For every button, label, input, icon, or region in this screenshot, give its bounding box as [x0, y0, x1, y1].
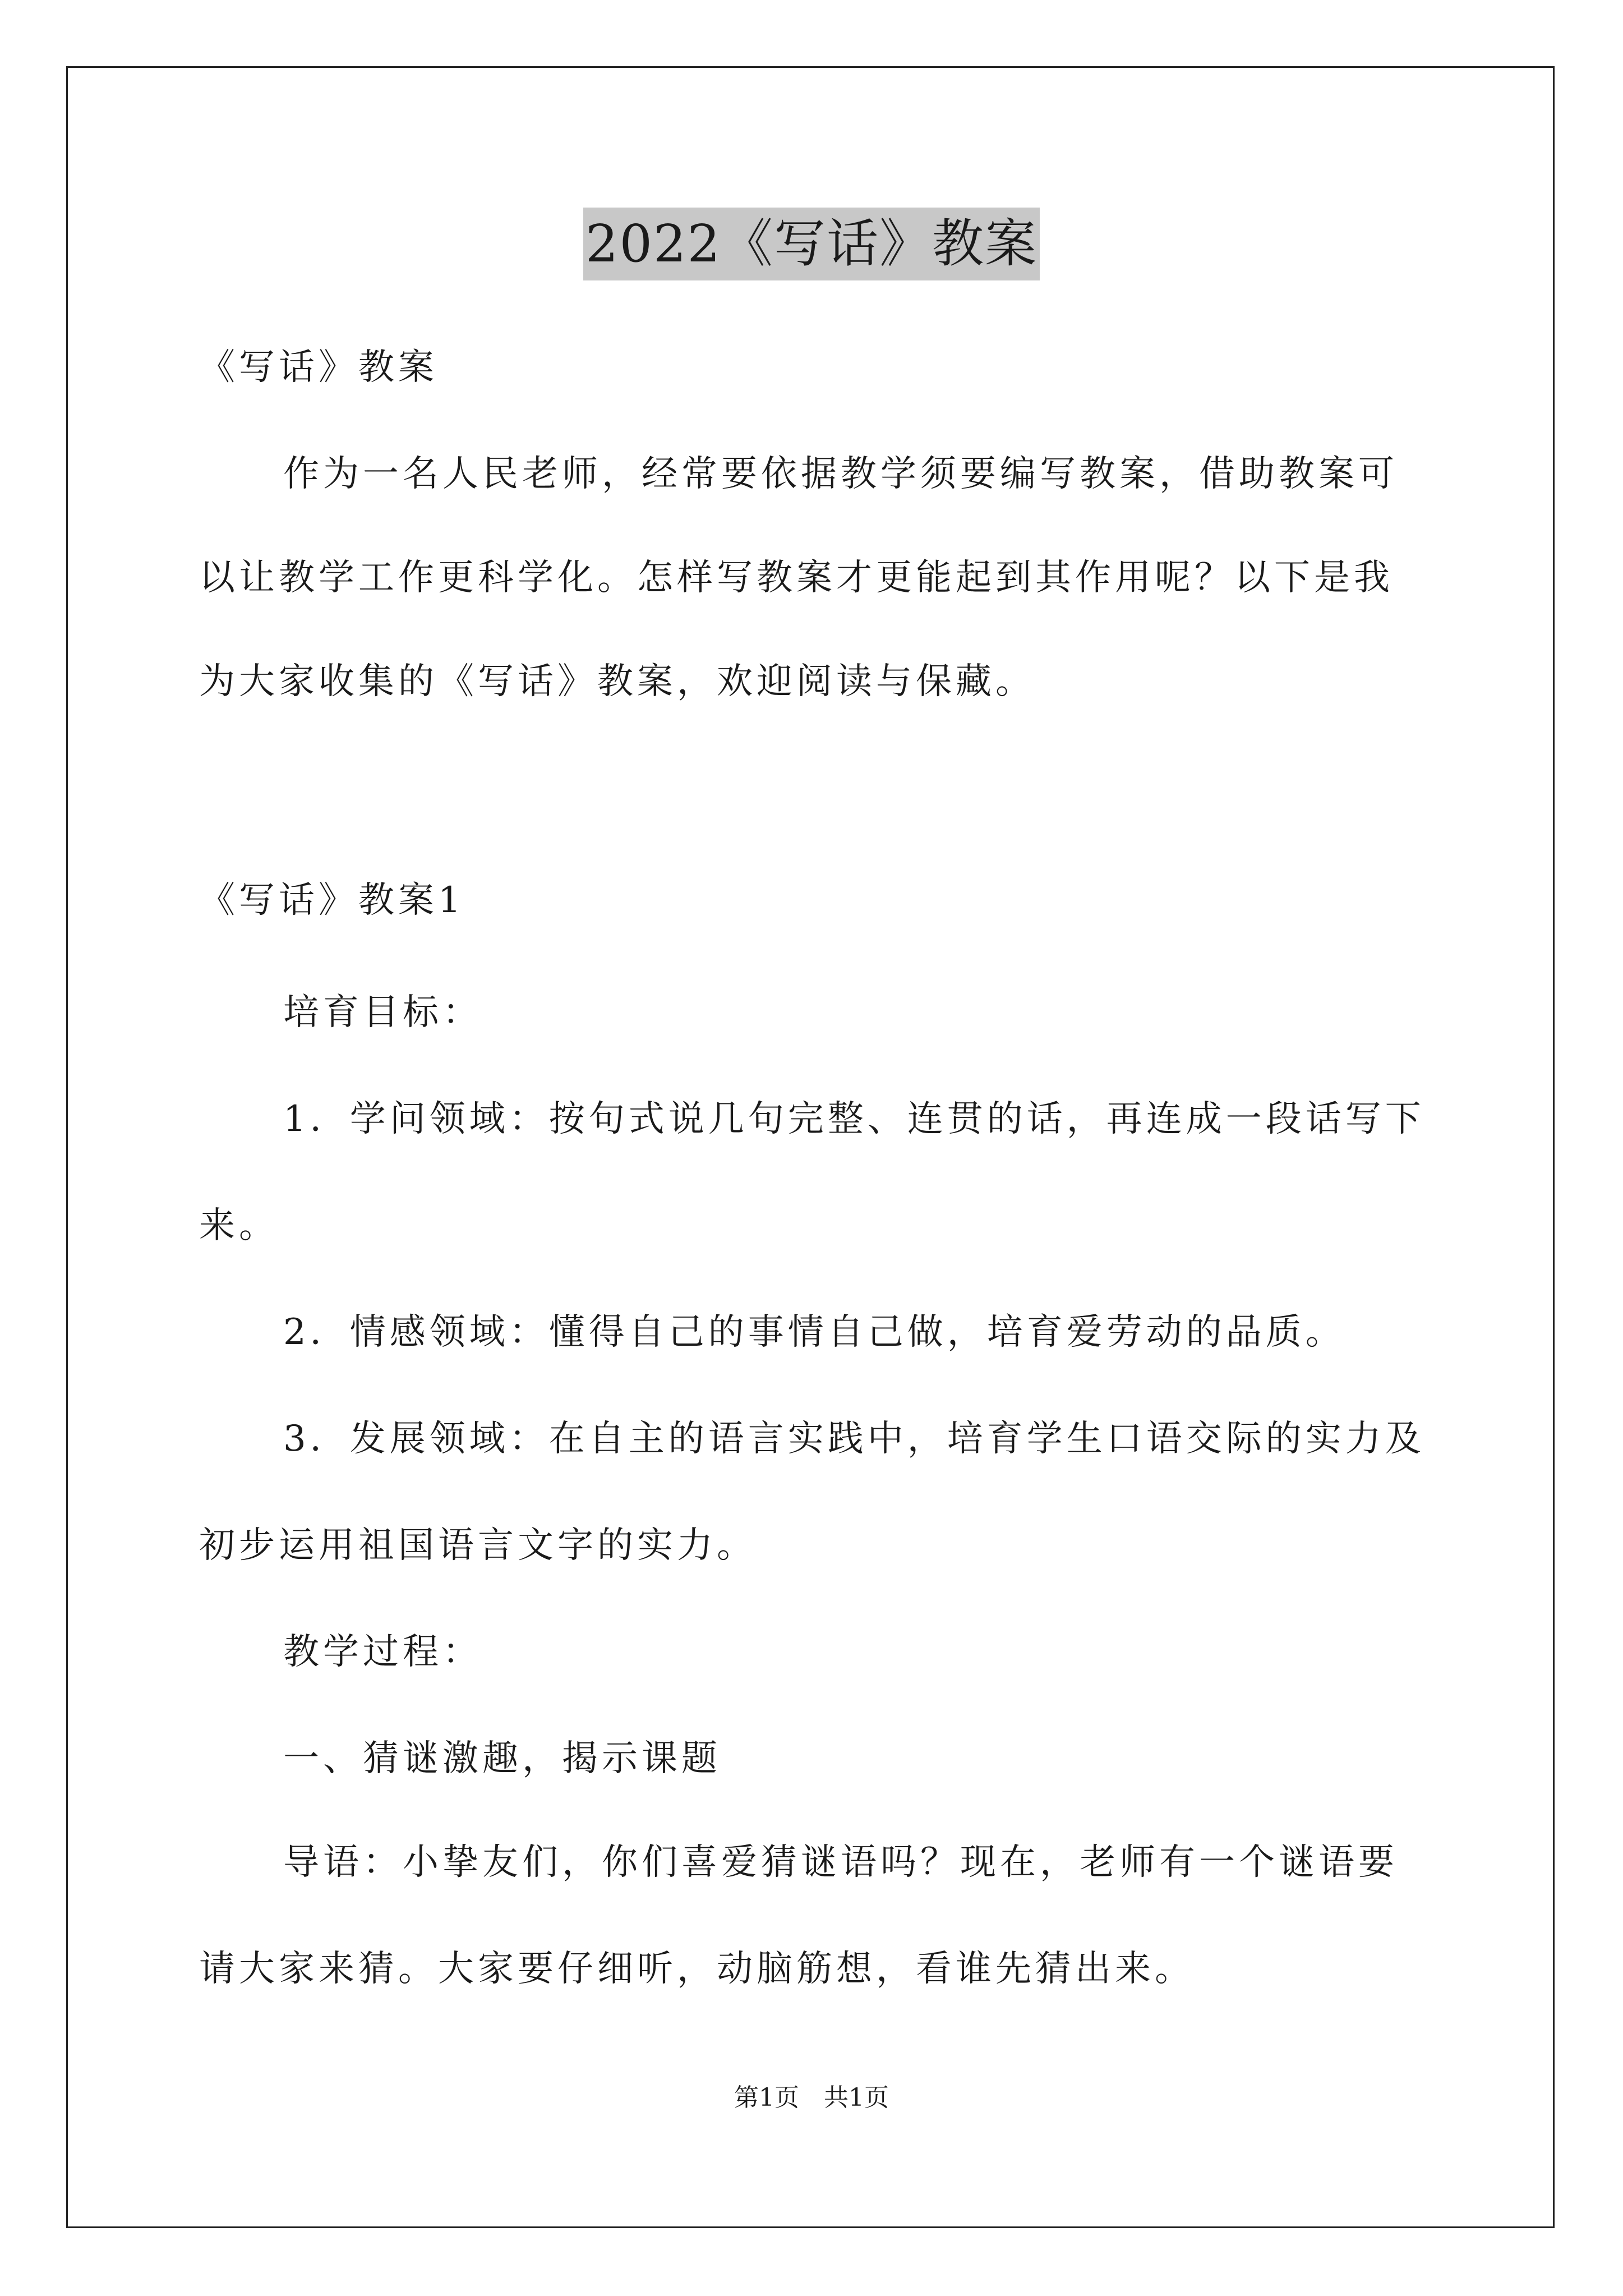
- section-heading: 《写话》教案1: [199, 880, 465, 921]
- paragraph-line: 2．情感领域：懂得自己的事情自己做，培育爱劳动的品质。: [283, 1312, 1345, 1353]
- paragraph-line: 教学过程：: [283, 1631, 482, 1673]
- paragraph-line: 一、猜谜激趣，揭示课题: [283, 1738, 721, 1779]
- paragraph-line: 作为一名人民老师，经常要依据教学须要编写教案，借助教案可: [283, 453, 1398, 495]
- paragraph-line: 1．学问领域：按句式说几句完整、连贯的话，再连成一段话写下: [283, 1098, 1425, 1140]
- title-container: [0, 208, 1623, 280]
- paragraph-line: 来。: [199, 1205, 279, 1246]
- paragraph-line: 为大家收集的《写话》教案，欢迎阅读与保藏。: [199, 661, 1035, 702]
- document-title: 2022《写话》教案: [583, 208, 1040, 280]
- paragraph-line: 培育目标：: [283, 992, 482, 1033]
- page-footer: 第1页 共1页: [734, 2083, 889, 2112]
- paragraph-line: 请大家来猜。大家要仔细听，动脑筋想，看谁先猜出来。: [199, 1948, 1195, 1990]
- paragraph-line: 以让教学工作更科学化。怎样写教案才更能起到其作用呢？以下是我: [199, 557, 1394, 599]
- section-heading: 《写话》教案: [199, 347, 438, 388]
- paragraph-line: 初步运用祖国语言文字的实力。: [199, 1525, 757, 1566]
- paragraph-line: 3．发展领域：在自主的语言实践中，培育学生口语交际的实力及: [283, 1418, 1425, 1460]
- paragraph-line: 导语：小挚友们，你们喜爱猜谜语吗？现在，老师有一个谜语要: [283, 1842, 1398, 1883]
